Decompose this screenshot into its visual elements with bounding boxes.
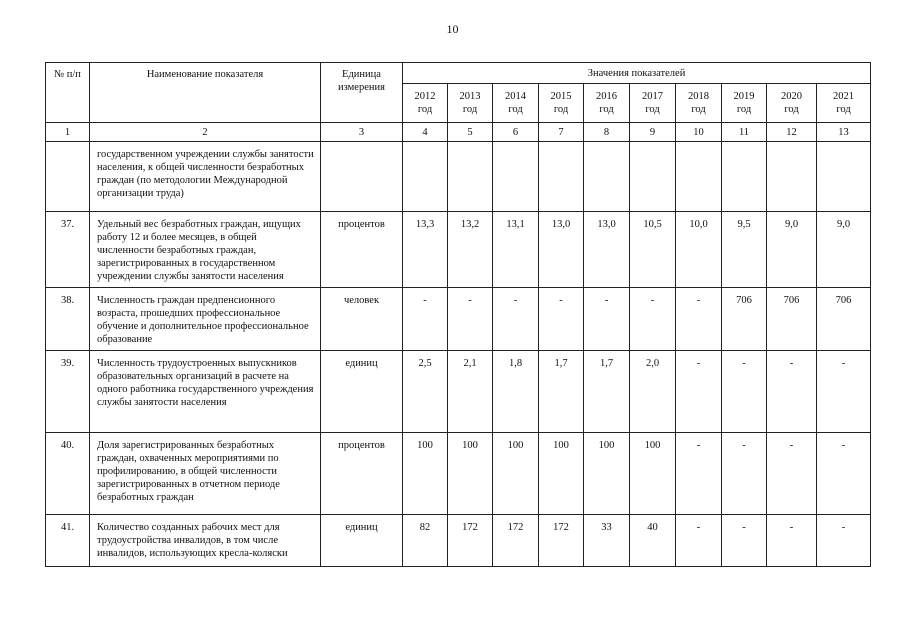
header-name: Наименование показателя <box>90 63 321 123</box>
value-cell-2021: - <box>817 515 871 567</box>
header-row <box>46 63 871 84</box>
header-year-word: год <box>553 104 569 115</box>
header-year-2017 <box>630 84 676 123</box>
value-cell-2012 <box>403 142 448 212</box>
value-cell-2013 <box>448 142 493 212</box>
value-cell-2014: 100 <box>493 433 539 515</box>
indicators-table <box>45 62 871 567</box>
table-row <box>46 288 871 351</box>
value-cell-2015: - <box>539 288 584 351</box>
header-year-word: год <box>784 104 799 115</box>
column-index-cell: 5 <box>448 123 493 142</box>
header-year-word: год <box>645 104 660 115</box>
indicator-name: Численность граждан предпенсионного возраста, прошедших профессиональное обучение и дополнительное профессиональное образование <box>90 288 321 351</box>
value-cell-2017 <box>630 142 676 212</box>
value-cell-2017: 40 <box>630 515 676 567</box>
column-index-cell: 2 <box>90 123 321 142</box>
value-cell-2020 <box>767 142 817 212</box>
header-year-value: 2017 <box>642 91 663 102</box>
column-index-cell: 10 <box>676 123 722 142</box>
value-cell-2019: 706 <box>722 288 767 351</box>
value-cell-2015: 100 <box>539 433 584 515</box>
column-index-cell: 1 <box>46 123 90 142</box>
row-number: 38. <box>46 288 90 351</box>
value-cell-2019: - <box>722 351 767 433</box>
row-number: 37. <box>46 212 90 288</box>
value-cell-2021: - <box>817 433 871 515</box>
header-year-value: 2021 <box>833 91 855 102</box>
header-year-word: год <box>417 104 433 115</box>
value-cell-2015: 172 <box>539 515 584 567</box>
column-index-cell: 13 <box>817 123 871 142</box>
header-values-group: Значения показателей <box>403 63 871 84</box>
value-cell-2015: 13,0 <box>539 212 584 288</box>
column-index-cell: 8 <box>584 123 630 142</box>
value-cell-2013: 172 <box>448 515 493 567</box>
value-cell-2012: - <box>403 288 448 351</box>
value-cell-2017: 2,0 <box>630 351 676 433</box>
value-cell-2018: - <box>676 288 722 351</box>
table-row <box>46 212 871 288</box>
column-index-cell: 6 <box>493 123 539 142</box>
header-year-word: год <box>508 104 523 115</box>
header-year-value: 2018 <box>688 91 709 102</box>
value-cell-2014: - <box>493 288 539 351</box>
row-number: 41. <box>46 515 90 567</box>
header-unit: Единица измерения <box>321 63 403 123</box>
value-cell-2020: - <box>767 515 817 567</box>
header-year-2019 <box>722 84 767 123</box>
header-year-value: 2020 <box>781 91 802 102</box>
value-cell-2021: 9,0 <box>817 212 871 288</box>
header-year-value: 2014 <box>505 91 526 102</box>
value-cell-2013: 13,2 <box>448 212 493 288</box>
value-cell-2020: - <box>767 351 817 433</box>
value-cell-2020: - <box>767 433 817 515</box>
indicator-name: Численность трудоустроенных выпускников образовательных организаций в расчете на одного работника государственного учреждения службы занятости населения <box>90 351 321 433</box>
value-cell-2015: 1,7 <box>539 351 584 433</box>
header-year-2013 <box>448 84 493 123</box>
value-cell-2012: 100 <box>403 433 448 515</box>
row-number: 39. <box>46 351 90 433</box>
header-year-2020 <box>767 84 817 123</box>
table-row <box>46 433 871 515</box>
indicator-name: государственном учреждении службы занятости населения, к общей численности безработных граждан (по методологии Международной организации труда) <box>90 142 321 212</box>
value-cell-2013: 100 <box>448 433 493 515</box>
header-num: № п/п <box>46 63 90 123</box>
indicator-unit: процентов <box>321 433 403 515</box>
value-cell-2018: 10,0 <box>676 212 722 288</box>
value-cell-2014 <box>493 142 539 212</box>
page-number: 10 <box>446 22 459 36</box>
value-cell-2013: 2,1 <box>448 351 493 433</box>
value-cell-2018: - <box>676 433 722 515</box>
header-year-2018 <box>676 84 722 123</box>
value-cell-2017: - <box>630 288 676 351</box>
value-cell-2017: 100 <box>630 433 676 515</box>
header-year-word: год <box>691 104 706 115</box>
indicator-unit: человек <box>321 288 403 351</box>
table-body <box>46 142 871 567</box>
value-cell-2012: 2,5 <box>403 351 448 433</box>
value-cell-2012: 13,3 <box>403 212 448 288</box>
value-cell-2018: - <box>676 351 722 433</box>
indicator-unit <box>321 142 403 212</box>
value-cell-2012: 82 <box>403 515 448 567</box>
value-cell-2016 <box>584 142 630 212</box>
value-cell-2018 <box>676 142 722 212</box>
value-cell-2015 <box>539 142 584 212</box>
column-index-cell: 9 <box>630 123 676 142</box>
table-row <box>46 515 871 567</box>
value-cell-2019: - <box>722 515 767 567</box>
value-cell-2017: 10,5 <box>630 212 676 288</box>
header-year-2012 <box>403 84 448 123</box>
header-year-word: год <box>599 104 614 115</box>
value-cell-2019: - <box>722 433 767 515</box>
column-index-cell: 7 <box>539 123 584 142</box>
column-index-cell: 3 <box>321 123 403 142</box>
value-cell-2013: - <box>448 288 493 351</box>
indicator-name: Удельный вес безработных граждан, ищущих работу 12 и более месяцев, в общей численности безработных граждан, зарегистрированных в государственном учреждении службы занятости населения <box>90 212 321 288</box>
column-index-cell: 11 <box>722 123 767 142</box>
value-cell-2021 <box>817 142 871 212</box>
header-year-value: 2012 <box>414 91 436 102</box>
header-year-value: 2015 <box>550 91 572 102</box>
header-year-2014 <box>493 84 539 123</box>
indicator-unit: единиц <box>321 351 403 433</box>
header-year-2015 <box>539 84 584 123</box>
value-cell-2014: 13,1 <box>493 212 539 288</box>
value-cell-2020: 706 <box>767 288 817 351</box>
value-cell-2016: 13,0 <box>584 212 630 288</box>
header-year-value: 2016 <box>596 91 617 102</box>
indicator-unit: единиц <box>321 515 403 567</box>
indicator-name: Количество созданных рабочих мест для трудоустройства инвалидов, в том числе инвалидов, использующих кресла-коляски <box>90 515 321 567</box>
header-year-2021 <box>817 84 871 123</box>
value-cell-2014: 172 <box>493 515 539 567</box>
value-cell-2014: 1,8 <box>493 351 539 433</box>
table-row <box>46 142 871 212</box>
header-year-2016 <box>584 84 630 123</box>
header-year-value: 2019 <box>733 91 755 102</box>
column-index-cell: 4 <box>403 123 448 142</box>
header-year-word: год <box>462 104 478 115</box>
table-row <box>46 351 871 433</box>
value-cell-2021: 706 <box>817 288 871 351</box>
value-cell-2021: - <box>817 351 871 433</box>
value-cell-2019: 9,5 <box>722 212 767 288</box>
value-cell-2016: - <box>584 288 630 351</box>
column-index-row <box>46 123 871 142</box>
row-number: 40. <box>46 433 90 515</box>
indicator-unit: процентов <box>321 212 403 288</box>
value-cell-2016: 100 <box>584 433 630 515</box>
value-cell-2016: 33 <box>584 515 630 567</box>
value-cell-2018: - <box>676 515 722 567</box>
value-cell-2020: 9,0 <box>767 212 817 288</box>
indicator-name: Доля зарегистрированных безработных граждан, охваченных мероприятиями по профилированию, в общей численности зарегистрированных в отчетном периоде безработных граждан <box>90 433 321 515</box>
header-year-value: 2013 <box>459 91 481 102</box>
value-cell-2019 <box>722 142 767 212</box>
column-index-cell: 12 <box>767 123 817 142</box>
row-number <box>46 142 90 212</box>
value-cell-2016: 1,7 <box>584 351 630 433</box>
header-year-word: год <box>736 104 752 115</box>
header-year-word: год <box>836 104 851 115</box>
